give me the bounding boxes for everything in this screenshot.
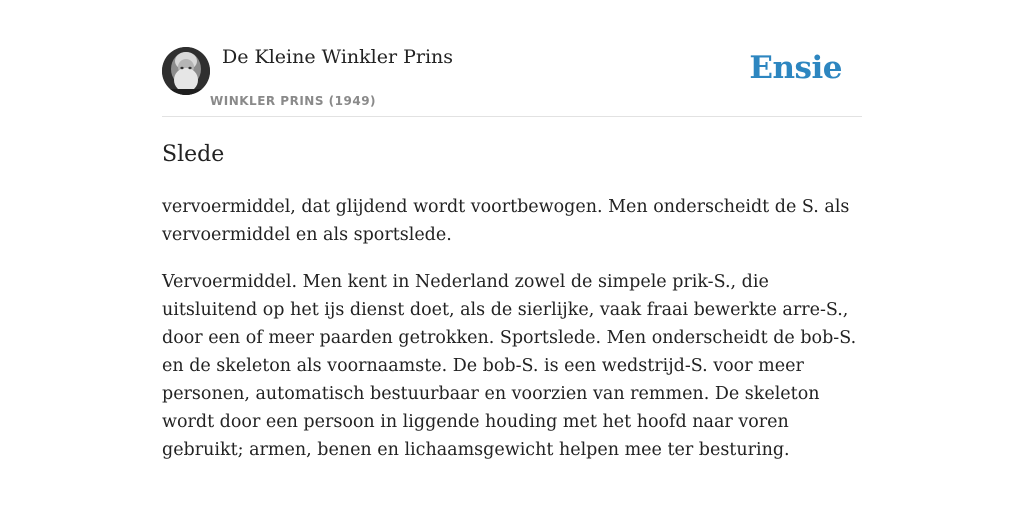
source-subtitle: WINKLER PRINS (1949) [210, 94, 377, 108]
source-title[interactable]: De Kleine Winkler Prins [222, 46, 454, 68]
article-title: Slede [162, 142, 225, 167]
article-paragraph: vervoermiddel, dat glijdend wordt voortbewogen. Men onderscheidt de S. als vervoermiddel en als sportslede. [162, 197, 850, 245]
source-header [162, 40, 862, 117]
brand-logo[interactable]: Ensie [749, 50, 842, 86]
article-paragraph: Vervoermiddel. Men kent in Nederland zowel de simpele prik-S., die uitsluitend op het ijs dienst doet, als de sierlijke, vaak fraai bewerkte arre-S., door een of meer paarden getrokken. Sportslede. Men onderscheidt de bob-S. en de skeleton als voornaamste. De bob-S. is een wedstrijd-S. voor meer personen, automatisch bestuurbaar en voorzien van remmen. De skeleton wordt door een persoon in liggende houding met het hoofd naar voren gebruikt; armen, benen en lichaamsgewicht helpen mee ter besturing. [162, 272, 857, 460]
author-avatar[interactable] [162, 47, 210, 95]
article [162, 140, 862, 464]
bearded-man-portrait-icon [162, 47, 210, 95]
